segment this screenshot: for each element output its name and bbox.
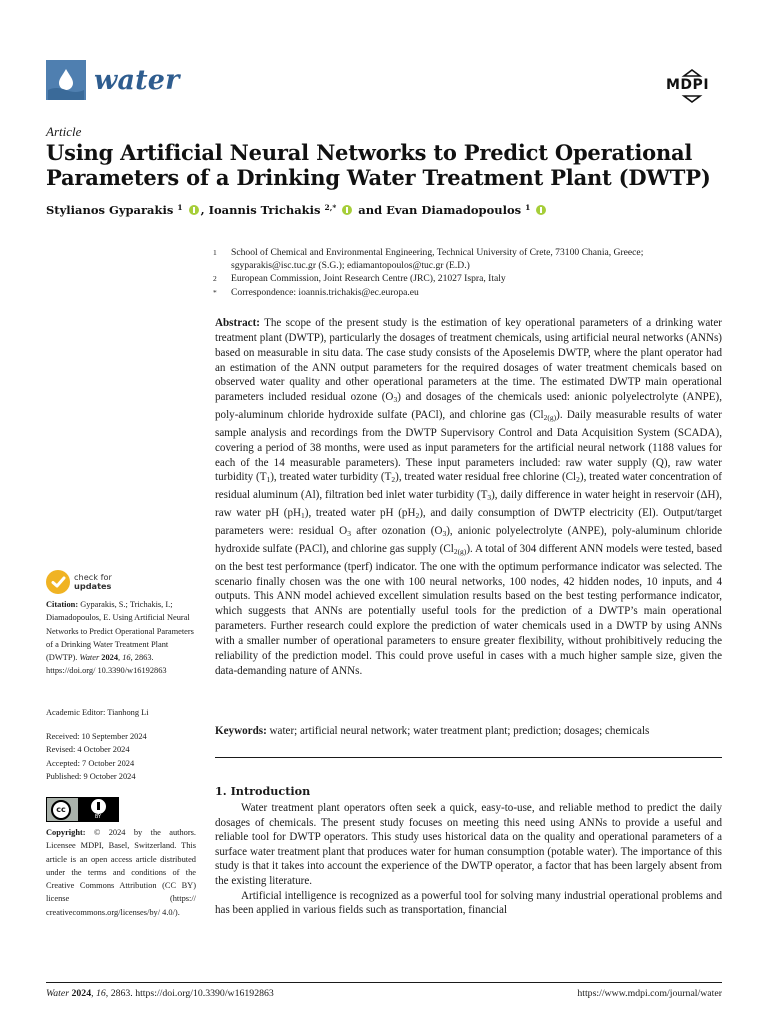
check-updates-line: updates (74, 581, 112, 591)
affiliation-number: * (213, 287, 217, 297)
abstract-text: ), anionic polyelectrolyte (ANPE), poly-aluminum chloride hydroxide sulfate (PACl), and chlorine gas supply (Cl (215, 524, 723, 555)
affiliation-item (213, 246, 723, 272)
journal-name: water (94, 64, 180, 96)
affiliation-text: School of Chemical and Environmental Engineering, Technical University of Crete, 73100 Chania, Greece; sgyparakis@isc.tuc.gr (S.G.); ediamantopoulos@tuc.gr (E.D.) (231, 247, 644, 272)
abstract (215, 316, 722, 678)
affiliation-text: Correspondence: ioannis.trichakis@ec.europa.eu (231, 286, 419, 298)
abstract-text: after ozonation (O (350, 524, 443, 537)
subscript: 3 (487, 493, 492, 503)
by-label: BY (94, 814, 102, 820)
affiliation-text: European Commission, Joint Research Centre (JRC), 21027 Ispra, Italy (231, 273, 506, 285)
divider (215, 757, 722, 758)
subscript: 3 (347, 528, 351, 538)
date-published: Published: 9 October 2024 (46, 771, 136, 781)
copyright-label: Copyright: (46, 828, 86, 837)
paragraph: Artificial intelligence is recognized as a powerful tool for solving many industrial operational problems and has been applied in various fields such as transportation, financial (215, 889, 722, 917)
orcid-icon[interactable] (536, 205, 546, 215)
author-name[interactable]: Ioannis Trichakis (208, 203, 321, 217)
date-received: Received: 10 September 2024 (46, 732, 147, 741)
orcid-icon[interactable] (189, 205, 199, 215)
abstract-text: ), daily difference in water height in reservoir (ΔH), raw water pH (pH (215, 489, 722, 520)
affiliations (213, 246, 723, 299)
academic-editor: Academic Editor: Tianhong Li (46, 708, 149, 717)
subscript: 2 (415, 511, 420, 521)
citation-journal: Water (77, 653, 102, 663)
citation-doi-link[interactable]: , 2863. https://doi.org/ 10.3390/w16192863 (46, 653, 167, 676)
journal-logo[interactable] (46, 60, 180, 100)
citation-volume: , 16 (118, 653, 131, 663)
orcid-icon[interactable] (342, 205, 352, 215)
citation-text: Gyparakis, S.; Trichakis, I.; Diamadopoulos, E. Using Artificial Neural Networks to Predict Operational Parameters of a Drinking Water Treatment Plant (DWTP). (46, 600, 194, 663)
check-icon (46, 570, 70, 594)
abstract-text: ), treated water residual free chlorine (Cl (395, 471, 577, 484)
footer-volume: , 16 (91, 988, 106, 999)
subscript: 2(g) (453, 546, 467, 556)
citation-label: Citation: (46, 600, 79, 609)
citation-year: 2024 (101, 653, 119, 663)
footer-divider (46, 982, 722, 983)
subscript: 3 (442, 528, 447, 538)
check-for-updates-button[interactable] (46, 570, 112, 594)
publication-dates (46, 730, 196, 783)
article-type: Article (46, 124, 82, 139)
subscript: 1 (266, 475, 271, 485)
footer-journal-url[interactable]: https://www.mdpi.com/journal/water (577, 988, 722, 999)
abstract-text: ). Daily measurable results of water sample analysis and recordings from the DWTP Supervisory Control and Data Acquisition System (SCADA), covering a period of 38 months, were used as input parameters for the artificial neural network (1188 values for each of the 14 measurable parameters). These input parameters included: raw water supply (Q), raw water turbidity (T (215, 409, 722, 484)
section-title: 1. Introduction (215, 784, 311, 798)
date-accepted: Accepted: 7 October 2024 (46, 758, 135, 768)
check-updates-line: check for (74, 572, 112, 582)
paragraph: Water treatment plant operators often seek a quick, easy-to-use, and reliable method to predict the daily dosages of chemicals. The present study focuses on meeting this need using ANNs to provide a useful and reliable tool for DWTP operators. This study uses historical data on the quality and operational parameters of a surface water treatment plant that produces water for human consumption (potable water). The importance of this study is that it takes into account the experience of the DWTP operator, a factor that has been largely absent from the existing literature. (215, 802, 722, 887)
introduction-body (215, 801, 722, 918)
abstract-text: ), treated water turbidity (T (270, 471, 392, 484)
mdpi-logo[interactable] (664, 68, 720, 104)
author-name[interactable]: Evan Diamadopoulos (386, 203, 522, 217)
abstract-text: The scope of the present study is the estimation of key operational parameters of a drinking water treatment plant (DWTP), particularly the dosages of treatment chemicals, using artificial neural networks (ANNs) based on measurable in situ data. The case study consists of the Aposelemis DWTP, where the plant operator had an estimation of the ANN output parameters for the required dosages of water treatment chemicals based on observed water quality and other operational parameters at the time. The estimated DWTP main operational parameters included residual ozone (O (215, 317, 722, 404)
by-box (78, 798, 118, 821)
citation (46, 598, 196, 678)
attribution-icon (91, 799, 106, 814)
author-affiliation: 1 (525, 203, 531, 212)
copyright-text: © 2024 by the authors. Licensee MDPI, Basel, Switzerland. This article is an open access article distributed under the terms and conditions of the Creative Commons Attribution (CC BY) license (https:// creativecommons.org/licenses/by/ 4.0/). (46, 828, 196, 917)
author-affiliation: 2,* (324, 203, 337, 212)
subscript: 2(g) (543, 413, 557, 423)
abstract-text: ), treated water pH (pH (304, 507, 416, 520)
footer-doi-link[interactable]: , 2863. https://doi.org/10.3390/w16192863 (105, 988, 274, 999)
keywords-text: water; artificial neural network; water treatment plant; prediction; dosages; chemicals (266, 725, 650, 737)
abstract-text: ) and dosages of the chemicals used: anionic polyelectrolyte (ANPE), poly-aluminum chloride hydroxide sulfate (PACl), and chlorine gas (Cl (215, 391, 722, 422)
affiliation-number: 2 (213, 274, 217, 284)
date-revised: Revised: 4 October 2024 (46, 745, 130, 755)
cc-icon: cc (51, 800, 71, 820)
author-name[interactable]: Stylianos Gyparakis (46, 203, 174, 217)
cc-by-license-badge[interactable] (46, 797, 119, 822)
author-and: and (358, 203, 383, 217)
author-list (46, 203, 548, 217)
author-affiliation: 1 (177, 203, 183, 212)
abstract-text: ), and daily consumption of DWTP electricity (El). Output/target parameters were: residual O (215, 507, 723, 537)
subscript: 3 (393, 395, 398, 405)
abstract-label: Abstract: (215, 317, 260, 329)
subscript: 2 (576, 475, 580, 485)
footer-journal: Water (46, 988, 70, 999)
keywords (215, 724, 722, 738)
keywords-label: Keywords: (215, 725, 267, 737)
author-separator: , (200, 203, 205, 217)
subscript: 2 (391, 475, 396, 485)
water-drop-icon (46, 60, 86, 100)
affiliation-number: 1 (213, 248, 217, 257)
publisher-name: MDPI (666, 77, 710, 93)
footer-citation (46, 988, 274, 999)
abstract-text: ), treated water concentration of residual aluminum (Al), filtration bed inlet water turbidity (T (215, 471, 722, 502)
abstract-text: ). A total of 304 different ANN models were tested, based on the best test performance (tperf) indicator. The one with the optimum performance indicator was selected. The scenario finally chosen was the one with 100 neural networks, 100 nodes, 42 hidden nodes, 10 inputs, and 4 outputs. This ANN model achieved excellent simulation results based on the best testing performance indicator, which suggests that ANNs are potentially useful tools for the prediction of a DWTP’s main operational parameters. Further research could explore the prediction of water chemicals used in a DWTP by using ANNs with a smaller number of operational parameters to ensure greater flexibility, without prohibitively reducing the reliability of the prediction model. This could prove useful in cases with a much higher sample size, given the data-demanding nature of ANNs. (215, 542, 722, 677)
affiliation-item (213, 272, 723, 285)
affiliation-item (213, 286, 723, 299)
copyright-notice (46, 826, 196, 919)
subscript: 1 (301, 511, 305, 521)
article-title: Using Artificial Neural Networks to Predict Operational Parameters of a Drinking Water Treatment Plant (DWTP) (46, 140, 711, 190)
footer-year: 2024 (69, 988, 92, 999)
